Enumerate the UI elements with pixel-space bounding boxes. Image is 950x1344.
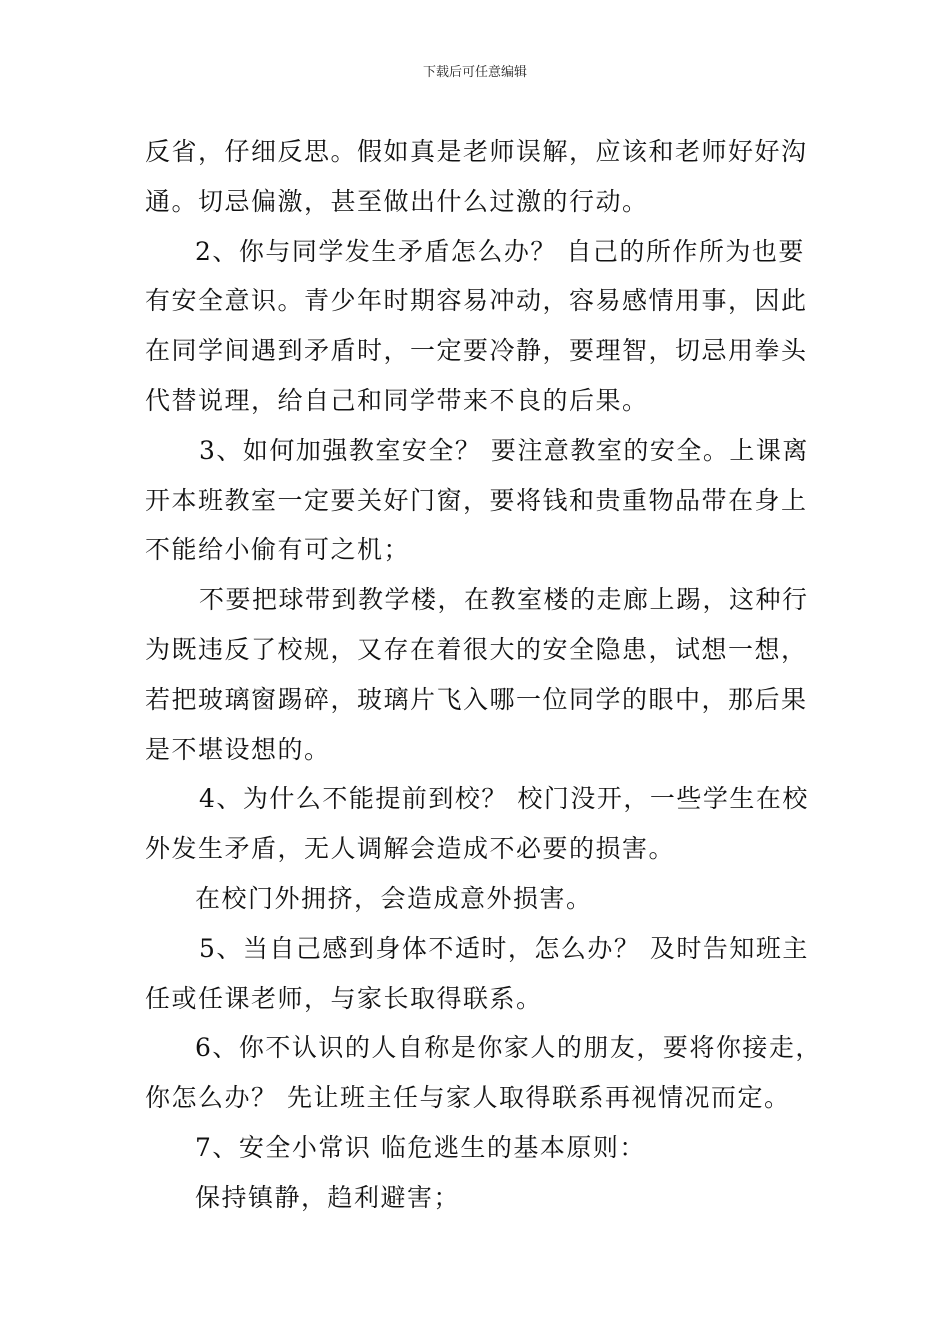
text-line: 外发生矛盾，无人调解会造成不必要的损害。 bbox=[145, 834, 676, 864]
text-line: 若把玻璃窗踢碎，玻璃片飞入哪一位同学的眼中，那后果 bbox=[145, 684, 808, 714]
text-line: 为既违反了校规，又存在着很大的安全隐患，试想一想， bbox=[145, 634, 808, 664]
text-line: 保持镇静，趋利避害； bbox=[195, 1182, 461, 1212]
text-line: 3、如何加强教室安全？ 要注意教室的安全。上课离 bbox=[199, 435, 809, 465]
text-line: 6、你不认识的人自称是你家人的朋友，要将你接走， bbox=[195, 1033, 822, 1063]
text-line: 2、你与同学发生矛盾怎么办？ 自己的所作所为也要 bbox=[195, 236, 805, 266]
text-line: 开本班教室一定要关好门窗，要将钱和贵重物品带在身上 bbox=[145, 485, 808, 515]
text-line: 有安全意识。青少年时期容易冲动，容易感情用事，因此 bbox=[145, 286, 808, 316]
text-line: 在校门外拥挤，会造成意外损害。 bbox=[195, 883, 593, 913]
text-line: 你怎么办？ 先让班主任与家人取得联系再视情况而定。 bbox=[145, 1083, 791, 1113]
page-header: 下载后可任意编辑 bbox=[422, 65, 527, 80]
document-body bbox=[145, 127, 822, 1223]
text-line: 是不堪设想的。 bbox=[145, 734, 331, 764]
text-line: 不能给小偷有可之机； bbox=[145, 535, 411, 565]
text-line: 4、为什么不能提前到校？ 校门没开，一些学生在校 bbox=[199, 784, 809, 814]
text-line: 任或任课老师，与家长取得联系。 bbox=[145, 983, 543, 1013]
text-line: 5、当自己感到身体不适时，怎么办？ 及时告知班主 bbox=[199, 933, 809, 963]
text-line: 代替说理，给自己和同学带来不良的后果。 bbox=[145, 385, 649, 415]
text-line: 反省，仔细反思。假如真是老师误解，应该和老师好好沟 bbox=[145, 137, 808, 166]
text-line: 在同学间遇到矛盾时，一定要冷静，要理智，切忌用拳头 bbox=[145, 336, 808, 366]
text-line: 7、安全小常识 临危逃生的基本原则： bbox=[195, 1132, 646, 1162]
text-line: 通。切忌偏激，甚至做出什么过激的行动。 bbox=[145, 186, 649, 216]
text-line: 不要把球带到教学楼，在教室楼的走廊上踢，这种行 bbox=[199, 585, 809, 615]
